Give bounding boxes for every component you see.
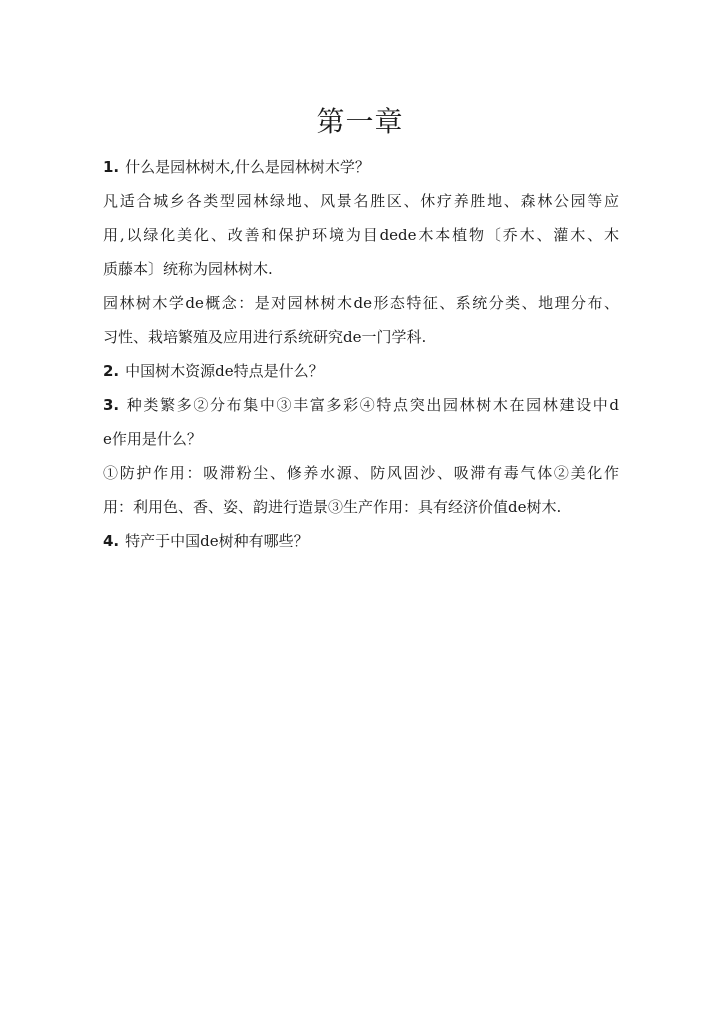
document-body (103, 150, 619, 558)
answer-1a-line-3: 质藤本〕统称为园林树木. (103, 260, 273, 278)
question-1-number: 1. (103, 158, 120, 176)
question-4-number: 4. (103, 532, 120, 550)
chapter-title: 第一章 (316, 105, 404, 138)
question-3-number: 3. (103, 396, 120, 414)
question-3-line-2: e作用是什么？ (103, 430, 202, 448)
answer-3-line-2: 用：利用色、香、姿、韵进行造景③生产作用：具有经济价值de树木. (103, 498, 562, 516)
question-4 (103, 524, 619, 558)
question-3-text-1: 种类繁多②分布集中③丰富多彩④特点突出园林树木在园林建设中d (125, 396, 619, 414)
answer-1a-line-1: 凡适合城乡各类型园林绿地、风景名胜区、休疗养胜地、森林公园等应 (103, 192, 619, 210)
question-2-number: 2. (103, 362, 120, 380)
question-1 (103, 150, 619, 184)
answer-1a-line-2: 用,以绿化美化、改善和保护环境为目dede木本植物〔乔木、灌木、木 (103, 226, 619, 244)
question-1-text: 什么是园林树木,什么是园林树木学？ (125, 158, 370, 176)
answer-1b-line-2: 习性、栽培繁殖及应用进行系统研究de一门学科. (103, 328, 427, 346)
question-3-line-1 (103, 388, 619, 422)
question-2-text: 中国树木资源de特点是什么？ (125, 362, 324, 380)
question-2 (103, 354, 619, 388)
question-4-text: 特产于中国de树种有哪些？ (125, 532, 309, 550)
answer-3-line-1: ①防护作用：吸滞粉尘、修养水源、防风固沙、吸滞有毒气体②美化作 (103, 464, 619, 482)
answer-1b-line-1: 园林树木学de概念：是对园林树木de形态特征、系统分类、地理分布、 (103, 294, 619, 312)
